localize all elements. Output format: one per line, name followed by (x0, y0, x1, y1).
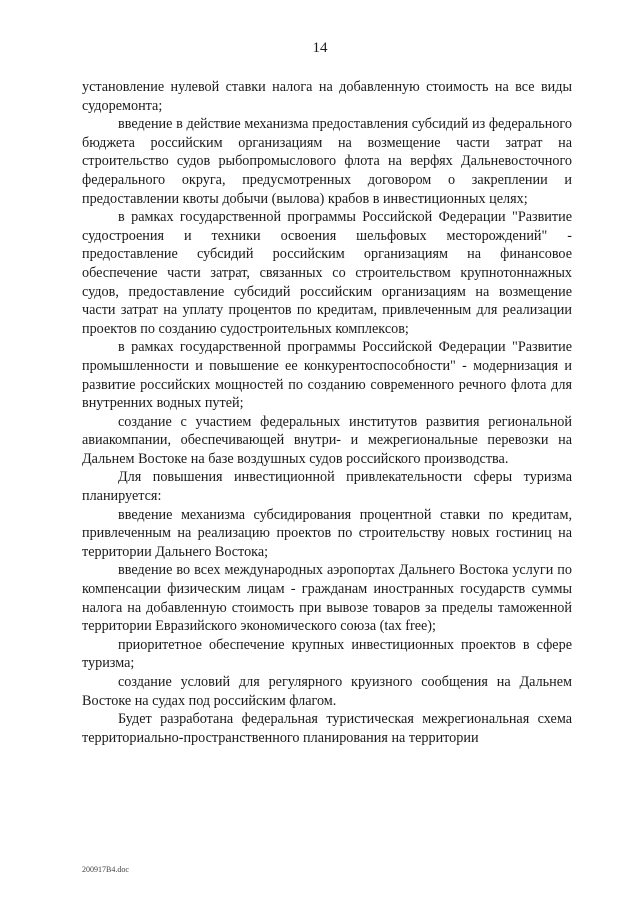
paragraph-1: установление нулевой ставки налога на добавленную стоимость на все виды судоремонта; (82, 79, 572, 114)
paragraph-9: приоритетное обеспечение крупных инвестиционных проектов в сфере туризма; (82, 636, 572, 672)
document-body (82, 78, 572, 747)
paragraph-8: введение во всех международных аэропортах Дальнего Востока услуги по компенсации физическим лицам - гражданам иностранных государств суммы налога на добавленную стоимость при вывозе товаров за пределы таможенной территории Евразийского экономического союза (tax free); (82, 562, 572, 635)
paragraph-11: Будет разработана федеральная туристическая межрегиональная схема территориально-пространственного планирования на территории (82, 711, 572, 746)
paragraph-7: введение механизма субсидирования процентной ставки по кредитам, привлеченным на реализацию проектов по строительству новых гостиниц на территории Дальнего Востока; (82, 506, 572, 560)
paragraph-10: создание условий для регулярного круизного сообщения на Дальнем Востоке на судах под российским флагом. (82, 674, 572, 709)
file-name-footer: 200917В4.doc (82, 865, 129, 874)
paragraph-4: в рамках государственной программы Российской Федерации "Развитие промышленности и повышение ее конкурентоспособности" - модернизация и развитие российских мощностей по созданию современного речного флота для внутренних водных путей; (82, 339, 572, 412)
page-number: 14 (312, 40, 328, 56)
paragraph-5: создание с участием федеральных институтов развития региональной авиакомпании, обеспечивающей внутри- и межрегиональные перевозки на Дальнем Востоке на базе воздушных судов российского производства. (82, 413, 572, 467)
paragraph-2: введение в действие механизма предоставления субсидий из федерального бюджета российским организациям на возмещение части затрат на строительство судов рыбопромыслового флота на верфях Дальневосточного федерального округа, предусмотренных договором о закреплении и предоставлении квоты добычи (вылова) крабов в инвестиционных целях; (82, 116, 572, 207)
paragraph-6: Для повышения инвестиционной привлекательности сферы туризма планируется: (82, 469, 572, 505)
paragraph-3: в рамках государственной программы Российской Федерации "Развитие судостроения и техники освоения шельфовых месторождений" - предоставление субсидий российским организациям на финансовое обеспечение части затрат, связанных со строительством крупнотоннажных судов, предоставление субсидий российским организациям на возмещение части затрат на уплату процентов по кредитам, привлеченным для реализации проектов по созданию судостроительных комплексов; (82, 209, 572, 337)
